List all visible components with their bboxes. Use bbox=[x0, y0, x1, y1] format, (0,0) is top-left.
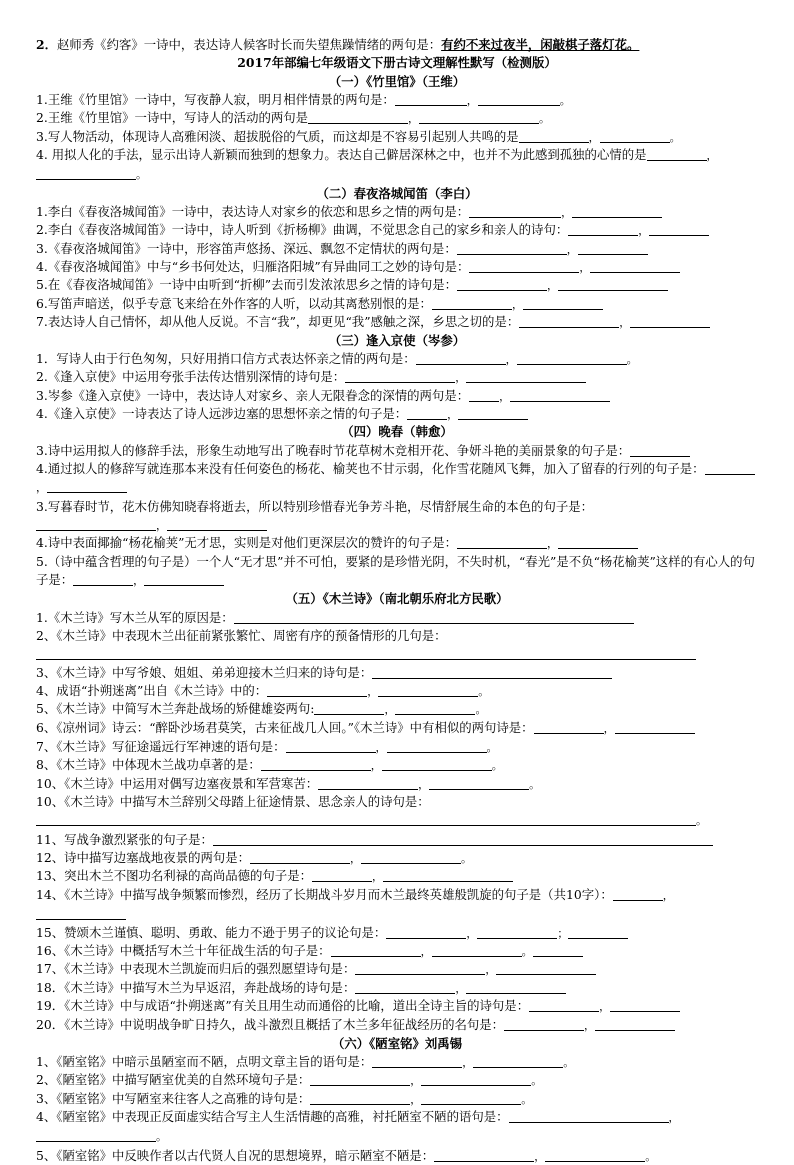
section-heading-1: （一）《竹里馆》（王维） bbox=[328, 73, 466, 89]
question-5-12: 12、诗中描写边塞战地夜景的两句是： ， 。 bbox=[36, 850, 473, 866]
question-5-4: 4、成语“扑朔迷离”出自《木兰诗》中的： ， 。 bbox=[36, 683, 490, 699]
question-5-18: 18．《木兰诗》中描写木兰为早返沼，奔赴战场的诗句是： ， bbox=[36, 979, 758, 997]
question-2-3: 3.《春夜洛城闻笛》一诗中，形容笛声悠扬、深远、飘忽不定情状的两句是： ， bbox=[36, 240, 758, 258]
section-heading-3: （三）逢入京使（岑参） bbox=[328, 332, 466, 348]
worksheet-page bbox=[36, 36, 758, 1165]
question-3-1: 1．写诗人由于行色匆匆，只好用捎口信方式表达怀亲之情的两句是： ， 。 bbox=[36, 350, 638, 366]
question-3-4: 4.《逢入京使》一诗表达了诗人远涉边塞的思想怀亲之情的句子是： ， bbox=[36, 405, 758, 423]
question-5-15: 15、赞颂木兰谨慎、聪明、勇敢、能力不逊于男子的议论句是： ， ； bbox=[36, 924, 758, 942]
question-4-3-blank: ， bbox=[36, 516, 758, 534]
question-5-10: 10、《木兰诗》中描写木兰辞别父母踏上征途情景、思念亲人的诗句是：。 bbox=[36, 794, 707, 828]
question-4-4: 4.诗中表面揶揄“杨花榆荚”无才思，实则是对他们更深层次的赞许的句子是： ， bbox=[36, 534, 758, 552]
question-5-7: 7、《木兰诗》写征途遥远行军神速的语句是： ， 。 bbox=[36, 739, 498, 755]
question-5-16: 16、《木兰诗》中概括写木兰十年征战生活的句子是： ， 。 bbox=[36, 942, 758, 960]
question-3-2: 2.《逢入京使》中运用夸张手法传达惜别深情的诗句是： ， bbox=[36, 368, 758, 386]
question-1-4: 4. 用拟人化的手法，显示出诗人新颖而独到的想象力。表达自己僻居深林之中，也并不为此感到孤独的心情的是 ，。 bbox=[36, 147, 718, 182]
section-heading-5: （五）《木兰诗》（南北朝乐府北方民歌） bbox=[285, 591, 509, 607]
question-6-4: 4、《陋室铭》中表现正反面虚实结合写主人生活情趣的高雅，衬托陋室不陋的语句是： ，。 bbox=[36, 1108, 680, 1144]
question-4-2: 4.通过拟人的修辞写就连那本来没有任何姿色的杨花、榆荚也不甘示弱，化作雪花随风飞舞，加入了留春的行列的句子是：， bbox=[36, 460, 758, 498]
question-5-9: 10、《木兰诗》中运用对偶写边塞夜景和军营寒苦： ， 。 bbox=[36, 775, 541, 791]
question-5-17: 17、《木兰诗》中表现木兰凯旋而归后的强烈愿望诗句是： ， bbox=[36, 960, 758, 978]
doc-title: 2017年部编七年级语文下册古诗文理解性默写（检测版） bbox=[237, 55, 557, 71]
intro-answer: 有约不来过夜半，闲敲棋子落灯花。 bbox=[441, 37, 640, 52]
question-2-6: 6.写笛声暗送，似乎专意飞来给在外作客的人听，以动其离愁别恨的是： ， bbox=[36, 295, 758, 313]
question-4-1: 3.诗中运用拟人的修辞手法，形象生动地写出了晚春时节花草树木竞相开花、争妍斗艳的美丽景象的句子是： bbox=[36, 442, 758, 460]
intro-number: 2． bbox=[36, 37, 58, 52]
question-5-13: 13、突出木兰不图功名利禄的高尚品德的句子是： ， bbox=[36, 867, 758, 885]
question-1-2: 2.王维《竹里馆》一诗中，写诗人的活动的两句是 ， 。 bbox=[36, 110, 551, 126]
question-1-3: 3.写人物活动，体现诗人高雅闲淡、超拔脱俗的气质，而这却是不容易引起别人共鸣的是 ， 。 bbox=[36, 128, 681, 144]
section-heading-6: （六）《陋室铭》刘禹锡 bbox=[331, 1035, 463, 1051]
question-2-1: 1.李白《春夜洛城闻笛》一诗中，表达诗人对家乡的依恋和思乡之情的两句是： ， bbox=[36, 203, 758, 221]
question-6-1: 1、《陋室铭》中暗示虽陋室而不陋，点明文章主旨的语句是： ， 。 bbox=[36, 1053, 575, 1069]
question-6-5: 5、《陋室铭》中反映作者以古代贤人自况的思想境界，暗示陋室不陋是： ， 。 bbox=[36, 1147, 657, 1163]
question-5-14: 14、《木兰诗》中描写战争频繁而惨烈，经历了长期战斗岁月而木兰最终英雄般凯旋的句子是（共10字）： ， bbox=[36, 886, 758, 924]
section-heading-2: （二）春夜洛城闻笛（李白） bbox=[316, 185, 478, 201]
section-heading-4: （四）晚春（韩愈） bbox=[341, 424, 453, 440]
question-4-5: 5.（诗中蕴含哲理的句子是）一个人“无才思”并不可怕，要紧的是珍惜光阴，不失时机，“春光”是不负“杨花榆荚”这样的有心人的句子是： ， bbox=[36, 553, 755, 587]
question-5-19: 19．《木兰诗》中与成语“扑朔迷离”有关且用生动而通俗的比喻，道出全诗主旨的诗句是： ， bbox=[36, 997, 758, 1016]
question-5-6: 6、《凉州词》诗云：“醉卧沙场君莫笑，古来征战几人回。”《木兰诗》中有相似的两句诗是： ， bbox=[36, 719, 758, 738]
question-4-3: 3.写暮春时节，花木仿佛知晓春将逝去，所以特别珍惜春光争芳斗艳，尽情舒展生命的本色的句子是： bbox=[36, 498, 594, 514]
question-2-5: 5.在《春夜洛城闻笛》一诗中由听到“折柳”去而引发浓浓思乡之情的诗句是： ， bbox=[36, 276, 758, 294]
question-5-8: 8、《木兰诗》中体现木兰战功卓著的是： ， 。 bbox=[36, 757, 503, 773]
question-6-3: 3、《陋室铭》中写陋室来往客人之高雅的诗句是： ， 。 bbox=[36, 1090, 533, 1106]
question-6-2: 2、《陋室铭》中描写陋室优美的自然环境句子是： ， 。 bbox=[36, 1072, 543, 1088]
question-2-7: 7.表达诗人自己情怀，却从他人反说。不言“我”，却更见“我”感触之深，乡思之切的是： ， bbox=[36, 313, 758, 331]
question-5-5: 5、《木兰诗》中简写木兰奔赴战场的矫健雄姿两句: ， 。 bbox=[36, 701, 487, 717]
intro-question: 赵师秀《约客》一诗中，表达诗人候客时长而失望焦躁情绪的两句是： bbox=[57, 37, 442, 52]
question-5-20: 20．《木兰诗》中说明战争旷日持久，战斗激烈且概括了木兰多年征战经历的名句是： ， bbox=[36, 1016, 758, 1034]
question-5-11: 11、写战争激烈紧张的句子是： bbox=[36, 831, 758, 849]
intro-line bbox=[36, 36, 758, 54]
question-2-2: 2.李白《春夜洛城闻笛》一诗中，诗人听到《折杨柳》曲调，不觉思念自己的家乡和亲人的诗句： ， bbox=[36, 221, 758, 239]
question-5-3: 3、《木兰诗》中写爷娘、姐姐、弟弟迎接木兰归来的诗句是： bbox=[36, 664, 758, 682]
question-5-1: 1.《木兰诗》写木兰从军的原因是： bbox=[36, 609, 758, 627]
question-1-1: 1.王维《竹里馆》一诗中，写夜静人寂，明月相伴情景的两句是： ， 。 bbox=[36, 92, 571, 108]
question-3-3: 3.岑参《逢入京使》一诗中，表达诗人对家乡、亲人无限眷念的深情的两句是： ， bbox=[36, 387, 758, 405]
question-5-2: 2、《木兰诗》中表现木兰出征前紧张繁忙、周密有序的预备情形的几句是： bbox=[36, 627, 758, 664]
question-2-4: 4.《春夜洛城闻笛》中与“乡书何处达，归雁洛阳城”有异曲同工之妙的诗句是： ， bbox=[36, 258, 758, 276]
